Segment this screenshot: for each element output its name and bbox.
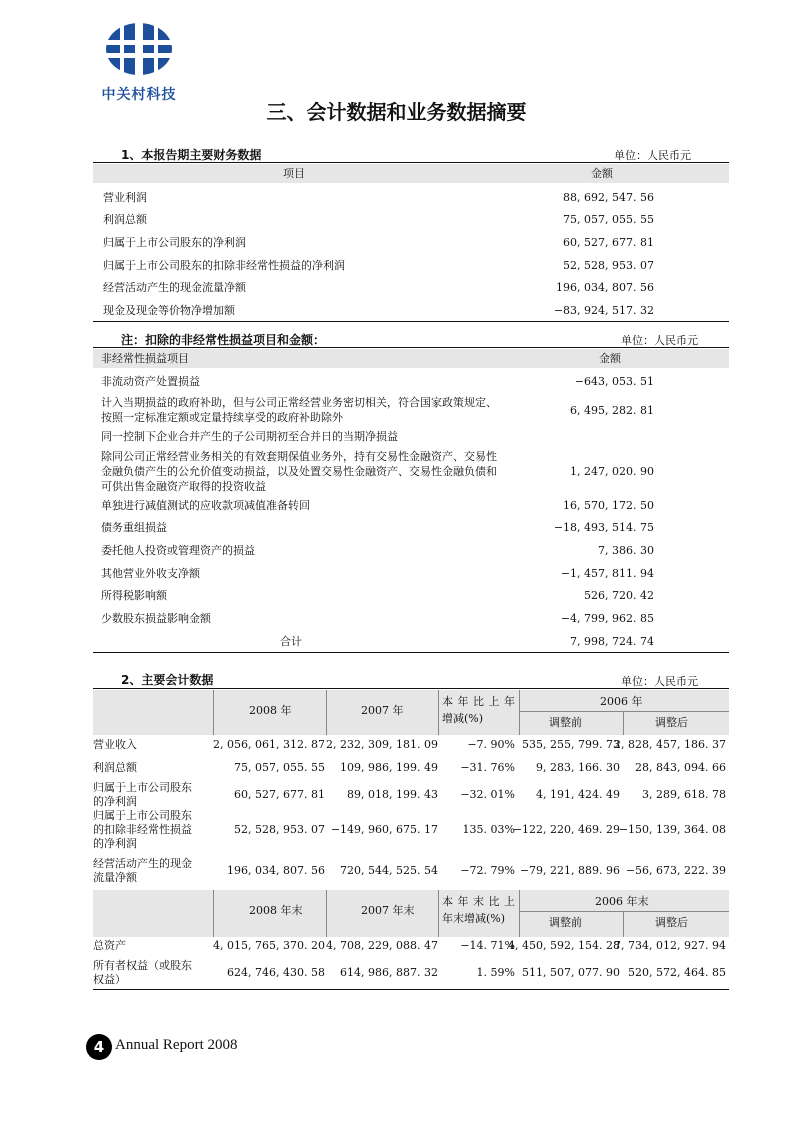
- note-bottom-rule: [93, 652, 729, 653]
- section1-row-value: 52, 528, 953. 07: [563, 259, 654, 272]
- header-head1-divider: [519, 690, 520, 735]
- logo-emblem-icon: [105, 22, 173, 82]
- note-col-amount: 金额: [599, 352, 621, 365]
- header-head1-y2006: 2006 年: [600, 695, 643, 708]
- rows2-row-v2008: 4, 015, 765, 370. 20: [213, 939, 325, 952]
- note-row-label: 所得税影响额: [101, 589, 167, 602]
- rows2-row-chg: −14. 71%: [460, 939, 515, 952]
- rows1-row-v2007: −149, 960, 675. 17: [330, 823, 438, 836]
- rows2-row-chg: 1. 59%: [476, 966, 515, 979]
- note-total-value: 7, 998, 724. 74: [570, 635, 654, 648]
- header-head2-change-l2: 年末增减(%): [442, 912, 506, 925]
- header-head2-y2008: 2008 年末: [249, 904, 303, 917]
- section1-row-value: 196, 034, 807. 56: [556, 281, 654, 294]
- rows1-row-label: 归属于上市公司股东: [93, 809, 192, 822]
- note-row-value: 7, 386. 30: [598, 544, 654, 557]
- page-title: 三、会计数据和业务数据摘要: [266, 100, 527, 124]
- section2-bottom-rule: [93, 989, 729, 990]
- note-top-rule: [93, 347, 729, 348]
- header-head1-sub-rule: [519, 711, 729, 712]
- section1-row-value: 88, 692, 547. 56: [563, 191, 654, 204]
- company-logo: [93, 22, 185, 103]
- header-head2-divider: [213, 890, 214, 937]
- rows1-row-after: 2, 828, 457, 186. 37: [614, 738, 726, 751]
- header-head2-divider: [623, 911, 624, 937]
- header-head2-divider: [519, 890, 520, 937]
- section1-row-label: 营业利润: [103, 191, 147, 204]
- header-head1-divider: [326, 690, 327, 735]
- section1-heading: 1、本报告期主要财务数据: [121, 148, 262, 162]
- rows1-row-label: 归属于上市公司股东: [93, 781, 192, 794]
- header-head2-before: 调整前: [549, 916, 582, 929]
- note-row-value: 1, 247, 020. 90: [570, 465, 654, 478]
- rows1-row-chg: −72. 79%: [460, 864, 515, 877]
- note-row-label: 非流动资产处置损益: [101, 375, 200, 388]
- rows2-row-label: 总资产: [93, 939, 126, 952]
- note-row-value: −18, 493, 514. 75: [553, 521, 654, 534]
- note-row-label: 其他营业外收支净额: [101, 567, 200, 580]
- rows1-row-before: −122, 220, 469. 29: [512, 823, 620, 836]
- rows1-row-chg: −32. 01%: [460, 788, 515, 801]
- header-head2-divider: [438, 890, 439, 937]
- rows1-row-v2008: 196, 034, 807. 56: [227, 864, 325, 877]
- section1-col-amount: 金额: [591, 167, 613, 180]
- header-head1-y2008: 2008 年: [249, 704, 292, 717]
- header-head1-after: 调整后: [655, 716, 688, 729]
- rows1-row-before: −79, 221, 889. 96: [519, 864, 620, 877]
- section1-row-label: 利润总额: [103, 213, 147, 226]
- rows1-row-chg: 135. 03%: [462, 823, 515, 836]
- rows1-row-label: 经营活动产生的现金: [93, 857, 192, 870]
- rows2-row-after: 7, 734, 012, 927. 94: [614, 939, 726, 952]
- section1-unit: 单位：人民币元: [614, 149, 691, 162]
- section1-top-rule: [93, 162, 729, 163]
- section1-row-value: 60, 527, 677. 81: [563, 236, 654, 249]
- note-row-label: 单独进行减值测试的应收款项减值准备转回: [101, 499, 310, 512]
- rows1-row-v2008: 60, 527, 677. 81: [234, 788, 325, 801]
- rows1-row-v2007: 89, 018, 199. 43: [347, 788, 438, 801]
- rows2-row-before: 4, 450, 592, 154. 28: [508, 939, 620, 952]
- header-head2-change-l1: 本 年 末 比 上: [442, 895, 516, 908]
- header-head1-y2007: 2007 年: [361, 704, 404, 717]
- rows1-row-before: 535, 255, 799. 73: [522, 738, 620, 751]
- section1-bottom-rule: [93, 321, 729, 322]
- note-row-label: 委托他人投资或管理资产的损益: [101, 544, 255, 557]
- rows2-row-v2007: 614, 986, 887. 32: [340, 966, 438, 979]
- note-heading: 注：扣除的非经常性损益项目和金额：: [121, 333, 326, 347]
- note-row-value: 6, 495, 282. 81: [570, 404, 654, 417]
- note-row-value: −4, 799, 962. 85: [560, 612, 654, 625]
- rows1-row-v2008: 52, 528, 953. 07: [234, 823, 325, 836]
- note-row-value: 526, 720. 42: [584, 589, 654, 602]
- rows2-row-label: 所有者权益（或股东: [93, 959, 192, 972]
- rows2-row-v2007: 4, 708, 229, 088. 47: [326, 939, 438, 952]
- rows1-row-label: 营业收入: [93, 738, 137, 751]
- footer-report-title: Annual Report 2008: [115, 1037, 238, 1053]
- note-row-value: −1, 457, 811. 94: [560, 567, 654, 580]
- note-row-value: −643, 053. 51: [574, 375, 654, 388]
- rows2-row-before: 511, 507, 077. 90: [522, 966, 620, 979]
- rows1-row-label: 的扣除非经常性损益: [93, 823, 192, 836]
- section1-row-value: −83, 924, 517. 32: [553, 304, 654, 317]
- note-col-item: 非经常性损益项目: [101, 352, 189, 365]
- header-head1-change-l2: 增减(%): [442, 712, 484, 725]
- section1-row-label: 归属于上市公司股东的净利润: [103, 236, 246, 249]
- header-head2-sub-rule: [519, 911, 729, 912]
- note-row-value: 16, 570, 172. 50: [563, 499, 654, 512]
- note-row-label: 同一控制下企业合并产生的子公司期初至合并日的当期净损益: [101, 430, 398, 443]
- rows1-row-after: 28, 843, 094. 66: [635, 761, 726, 774]
- rows2-row-after: 520, 572, 464. 85: [628, 966, 726, 979]
- rows1-row-after: 3, 289, 618. 78: [642, 788, 726, 801]
- note-unit: 单位：人民币元: [621, 334, 698, 347]
- page-number-badge: 4: [86, 1034, 112, 1060]
- header-head1-divider: [623, 711, 624, 735]
- rows1-row-label: 流量净额: [93, 871, 137, 884]
- section2-heading: 2、主要会计数据: [121, 673, 214, 687]
- header-head2-divider: [326, 890, 327, 937]
- rows1-row-chg: −31. 76%: [460, 761, 515, 774]
- header-head1-divider: [213, 690, 214, 735]
- header-head2-y2007: 2007 年末: [361, 904, 415, 917]
- rows1-row-label: 的净利润: [93, 837, 137, 850]
- logo-text: 中关村科技: [101, 87, 177, 103]
- rows1-row-chg: −7. 90%: [467, 738, 515, 751]
- note-row-label: 少数股东损益影响金额: [101, 612, 211, 625]
- header-head1-before: 调整前: [549, 716, 582, 729]
- section1-col-item: 项目: [283, 167, 305, 180]
- section2-unit: 单位：人民币元: [621, 675, 698, 688]
- section1-row-label: 归属于上市公司股东的扣除非经常性损益的净利润: [103, 259, 345, 272]
- section1-row-label: 经营活动产生的现金流量净额: [103, 281, 246, 294]
- header-head2-after: 调整后: [655, 916, 688, 929]
- rows2-row-label: 权益）: [93, 973, 126, 986]
- rows1-row-after: −150, 139, 364. 08: [618, 823, 726, 836]
- rows1-row-v2008: 2, 056, 061, 312. 87: [213, 738, 325, 751]
- note-row-label: 除同公司正常经营业务相关的有效套期保值业务外，持有交易性金融资产、交易性金融负债产生的公允价值变动损益，以及处置交易性金融资产、交易性金融负债和可供出售金融资产取得的投资收益: [101, 450, 497, 493]
- note-total-label: 合计: [280, 635, 302, 648]
- note-header: [93, 349, 729, 368]
- rows1-row-before: 4, 191, 424. 49: [536, 788, 620, 801]
- rows1-row-v2007: 720, 544, 525. 54: [340, 864, 438, 877]
- section1-header: [93, 164, 729, 183]
- header-head2-y2006: 2006 年末: [595, 895, 649, 908]
- section2-top-rule: [93, 688, 729, 689]
- section1-row-value: 75, 057, 055. 55: [563, 213, 654, 226]
- rows1-row-v2008: 75, 057, 055. 55: [234, 761, 325, 774]
- note-row-label: 计入当期损益的政府补助，但与公司正常经营业务密切相关，符合国家政策规定、按照一定标准定额或定量持续享受的政府补助除外: [101, 396, 497, 424]
- rows2-row-v2008: 624, 746, 430. 58: [227, 966, 325, 979]
- rows1-row-label: 的净利润: [93, 795, 137, 808]
- header-head1-divider: [438, 690, 439, 735]
- rows1-row-before: 9, 283, 166. 30: [536, 761, 620, 774]
- note-row-label: 债务重组损益: [101, 521, 167, 534]
- rows1-row-v2007: 109, 986, 199. 49: [340, 761, 438, 774]
- rows1-row-after: −56, 673, 222. 39: [625, 864, 726, 877]
- rows1-row-label: 利润总额: [93, 761, 137, 774]
- section1-row-label: 现金及现金等价物净增加额: [103, 304, 235, 317]
- header-head1-change-l1: 本 年 比 上 年: [442, 695, 516, 708]
- rows1-row-v2007: 2, 232, 309, 181. 09: [326, 738, 438, 751]
